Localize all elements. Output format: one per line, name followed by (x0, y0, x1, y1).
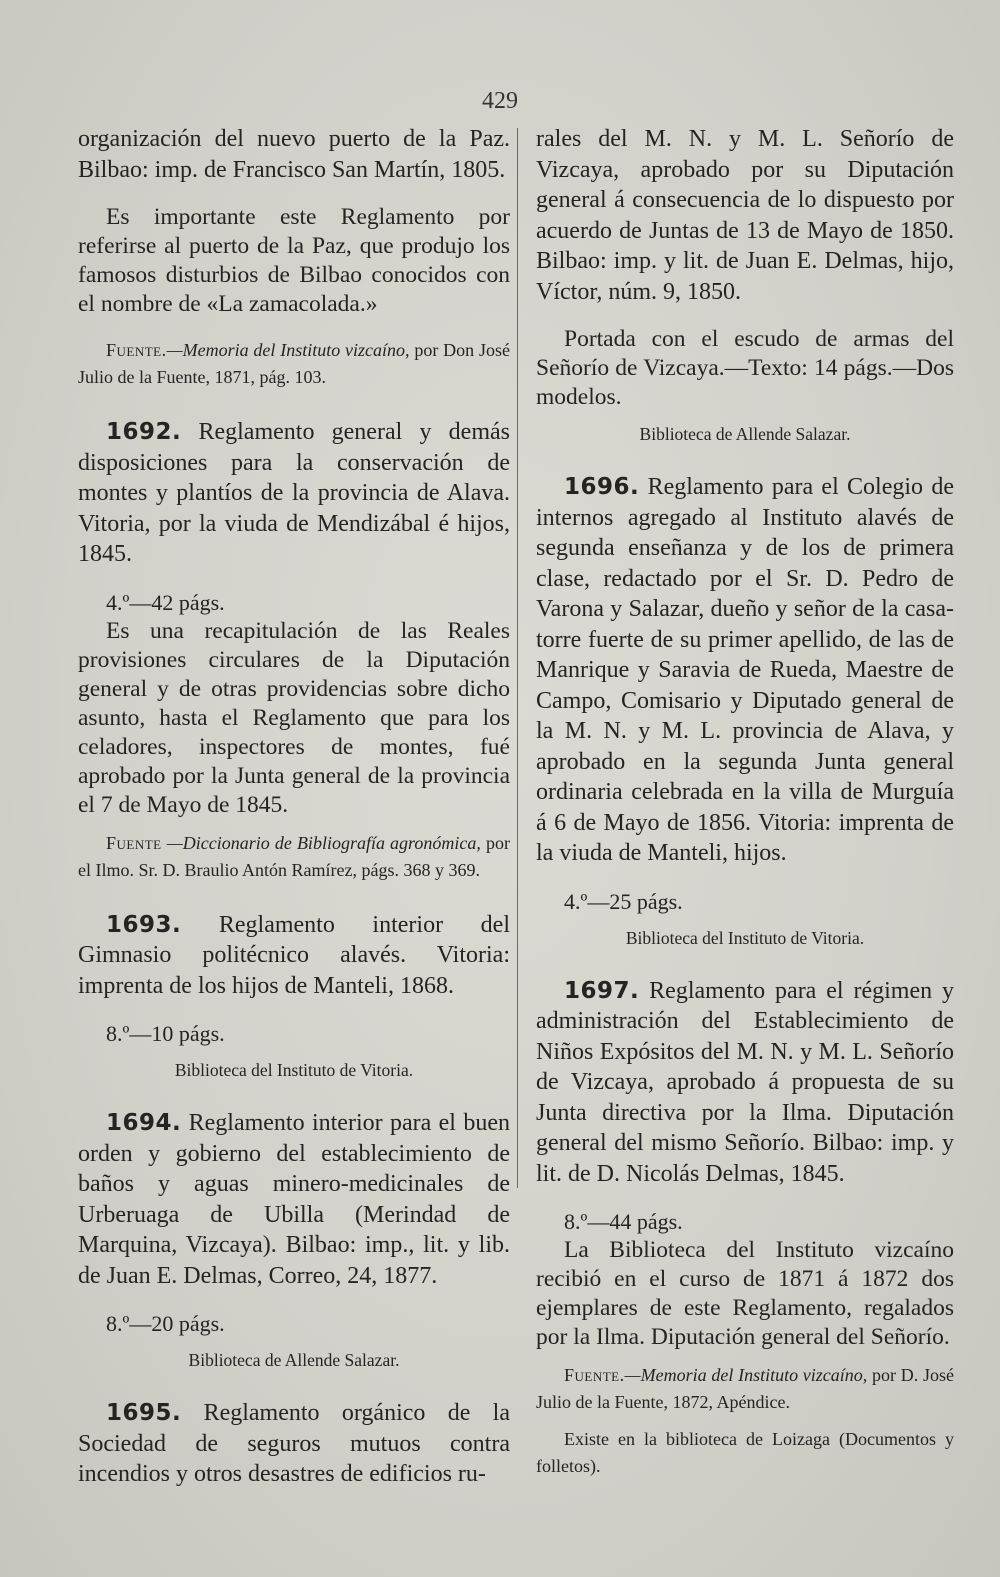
source-label: Fuente. (564, 1365, 625, 1385)
library-note: Existe en la biblioteca de Loizaga (Documentos y folletos). (536, 1429, 954, 1476)
continued-entry-description: Portada con el escudo de armas del Señorío de Vizcaya.—Texto: 14 págs.—Dos modelos. (536, 326, 954, 410)
library-note: Biblioteca de Allende Salazar. (639, 424, 851, 444)
entry-title: Reglamento para el régimen y administración del Establecimiento de Niños Expósitos del M. N. y M. L. Señorío de Vizcaya, aprobado á propuesta de su Junta directiva por la Ilma. Diputación general del mismo Señorío. Bilbao: imp. y lit. de D. Nicolás Delmas, 1845. (536, 977, 954, 1187)
entry-1693 (78, 910, 510, 1002)
source-details: por el Ilmo. Sr. D. Braulio Antón Ramírez, págs. 368 y 369. (78, 832, 510, 880)
page-number: 429 (482, 88, 518, 114)
entry-1694 (78, 1108, 510, 1291)
source-details: por D. José Julio de la Fuente, 1872, Apéndice. (536, 1365, 954, 1412)
source-label: Fuente. (106, 340, 167, 360)
source-note (536, 1362, 954, 1416)
entry-number: 1695. (106, 1400, 182, 1426)
entry-number: 1696. (564, 474, 640, 500)
entry-title: Reglamento para el Colegio de internos agregado al Instituto alavés de segunda enseñanza y de los de primera clase, redactado por el Sr. D. Pedro de Varona y Salazar, dueño y señor de la casa-torre fuerte de su primer apellido, de las de Manrique y Saravia de Rueda, Maestre de Campo, Comisario y Diputado general de la M. N. y M. L. provincia de Alava, y aprobado en la segunda Junta general ordinaria celebrada en la villa de Murguía á 6 de Mayo de 1856. Vitoria: imprenta de la viuda de Manteli, hijos. (536, 474, 954, 866)
entry-title: Reglamento interior del Gimnasio politécnico alavés. Vitoria: imprenta de los hijos de Manteli, 1868. (78, 911, 510, 999)
source-title: —Memoria del Instituto vizcaíno, (624, 1365, 868, 1385)
source-label: Fuente (106, 832, 162, 853)
entry-number: 1697. (564, 977, 640, 1004)
source-details: por Don José Julio de la Fuente, 1871, pág. 103. (78, 340, 510, 387)
entry-format: 8.º—20 págs. (106, 1311, 225, 1336)
entry-1696 (536, 472, 954, 869)
entry-1692 (78, 417, 510, 570)
continued-entry-description: Es importante este Reglamento por referirse al puerto de la Paz, que produjo los famosos disturbios de Bilbao conocidos con el nombre de «La zamacolada.» (78, 204, 510, 317)
left-column (78, 124, 510, 1544)
library-note: Biblioteca del Instituto de Vitoria. (174, 1060, 414, 1080)
entry-format: 8.º—44 págs. (564, 1209, 683, 1234)
entry-description: Es una recapitulación de las Reales provisiones circulares de la Diputación general y de otras providencias sobre dicho asunto, hasta el Reglamento que para los celadores, inspectores de montes, fué aprobado por la Junta general de la provincia el 7 de Mayo de 1845. (78, 617, 510, 818)
entry-number: 1694. (106, 1110, 182, 1136)
entry-description: La Biblioteca del Instituto vizcaíno recibió en el curso de 1871 á 1872 dos ejemplares de este Reglamento, regalados por la Ilma. Diputación general del Señorío. (536, 1237, 954, 1350)
entry-1695 (78, 1398, 510, 1490)
source-title: —Diccionario de Bibliografía agronómica, (161, 832, 481, 853)
library-note: Biblioteca del Instituto de Vitoria. (625, 927, 865, 948)
entry-format: 8.º—10 págs. (106, 1021, 225, 1046)
source-note (78, 337, 510, 391)
entry-title: Reglamento general y demás disposiciones para la conservación de montes y plantíos de la provincia de Alava. Vitoria, por la viuda de Mendizábal é hijos, 1845. (78, 419, 510, 567)
source-title: —Memoria del Instituto vizcaíno, (166, 340, 410, 360)
source-note (78, 830, 510, 884)
entry-format: 4.º—25 págs. (564, 888, 683, 914)
entry-number: 1693. (106, 911, 182, 938)
right-column (536, 124, 954, 1544)
entry-1697 (536, 976, 954, 1190)
entry-number: 1692. (106, 419, 182, 445)
continued-entry-text: organización del nuevo puerto de la Paz. Bilbao: imp. de Francisco San Martín, 1805. (78, 126, 510, 183)
library-note: Biblioteca de Allende Salazar. (188, 1350, 400, 1370)
entry-format: 4.º—42 págs. (106, 589, 225, 615)
continued-entry-text: rales del M. N. y M. L. Señorío de Vizcaya, aprobado por su Diputación general á consecuencia de lo dispuesto por acuerdo de Juntas de 13 de Mayo de 1850. Bilbao: imp. y lit. de Juan E. Delmas, hijo, Víctor, núm. 9, 1850. (536, 126, 954, 305)
entry-title: Reglamento interior para el buen orden y gobierno del establecimiento de baños y aguas minero-medicinales de Urberuaga de Ubilla (Merindad de Marquina, Vizcaya). Bilbao: imp., lit. y lib. de Juan E. Delmas, Correo, 24, 1877. (78, 1110, 510, 1289)
entry-title: Reglamento orgánico de la Sociedad de seguros mutuos contra incendios y otros desastres de edificios ru- (78, 1400, 510, 1487)
column-divider (517, 128, 518, 1188)
